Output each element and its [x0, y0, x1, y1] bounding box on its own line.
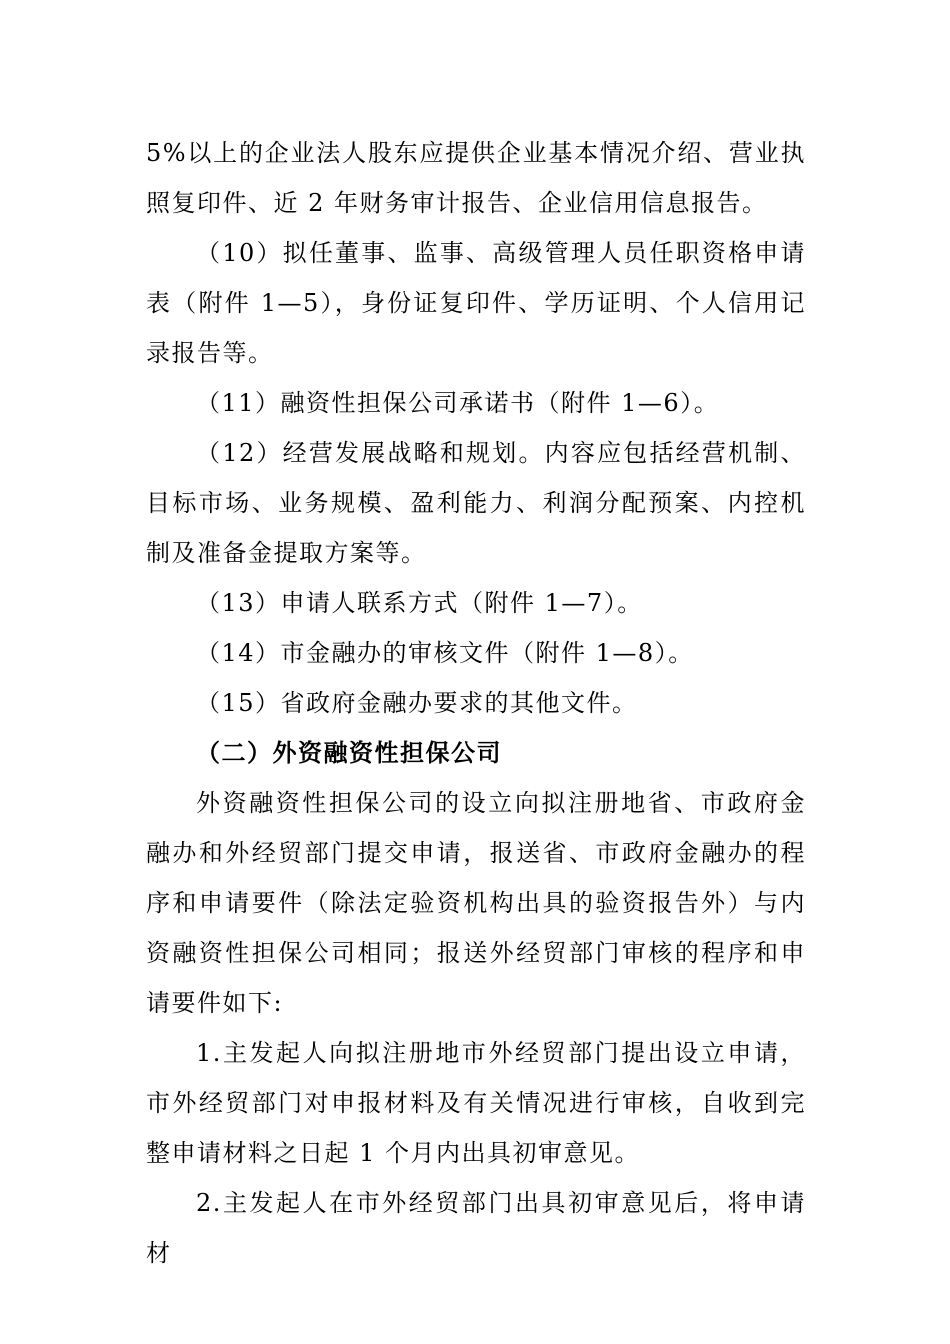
paragraph-item-10: （10）拟任董事、监事、高级管理人员任职资格申请表（附件 1—5），身份证复印件、学历证明、个人信用记录报告等。: [146, 239, 806, 367]
paragraph-item-15: （15）省政府金融办要求的其他文件。: [196, 689, 638, 717]
paragraph-item-12: （12）经营发展战略和规划。内容应包括经营机制、目标市场、业务规模、盈利能力、利润分配预案、内控机制及准备金提取方案等。: [146, 439, 806, 567]
paragraph-step-2: 2.主发起人在市外经贸部门出具初审意见后，将申请材: [146, 1189, 806, 1267]
paragraph-foreign-intro: 外资融资性担保公司的设立向拟注册地省、市政府金融办和外经贸部门提交申请，报送省、市政府金融办的程序和申请要件（除法定验资机构出具的验资报告外）与内资融资性担保公司相同；报送外经贸部门审核的程序和申请要件如下:: [146, 789, 806, 1017]
paragraph-item-14: （14）市金融办的审核文件（附件 1—8）。: [196, 639, 694, 667]
paragraph-step-1: 1.主发起人向拟注册地市外经贸部门提出设立申请，市外经贸部门对申报材料及有关情况进行审核，自收到完整申请材料之日起 1 个月内出具初审意见。: [146, 1039, 806, 1167]
paragraph-item-11: （11）融资性担保公司承诺书（附件 1—6）。: [196, 389, 720, 417]
document-body: [146, 128, 806, 1278]
section-heading-foreign-guarantee: （二）外资融资性担保公司: [196, 739, 502, 767]
paragraph-shareholder-docs: 5%以上的企业法人股东应提供企业基本情况介绍、营业执照复印件、近 2 年财务审计报告、企业信用信息报告。: [146, 139, 806, 217]
paragraph-item-13: （13）申请人联系方式（附件 1—7）。: [196, 589, 643, 617]
